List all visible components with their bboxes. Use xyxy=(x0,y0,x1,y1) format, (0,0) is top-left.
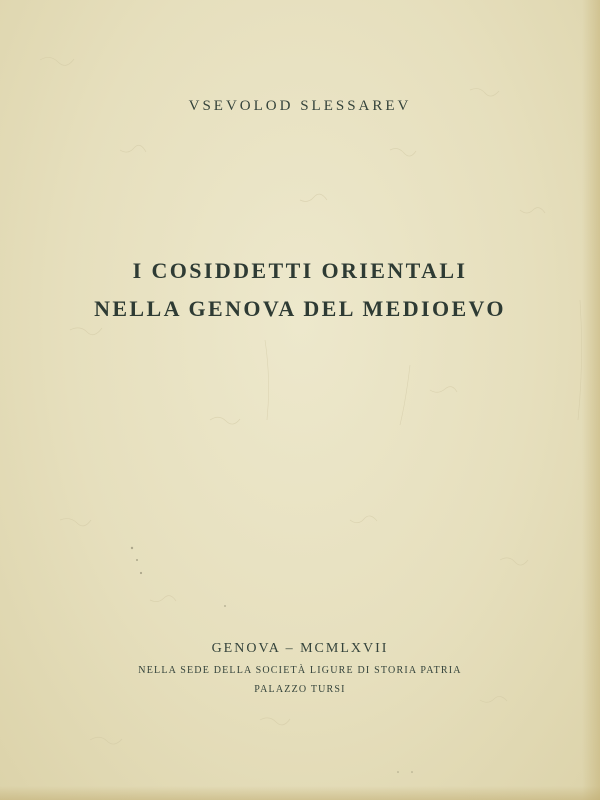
title-line-1: I COSIDDETTI ORIENTALI xyxy=(132,258,468,283)
imprint-city-year: GENOVA – MCMLXVII xyxy=(211,641,389,656)
book-title xyxy=(0,252,600,328)
publisher-imprint xyxy=(0,639,600,699)
author-name: VSEVOLOD SLESSAREV xyxy=(188,98,412,114)
imprint-address: PALAZZO TURSI xyxy=(254,684,346,695)
paper-edge-shadow-bottom xyxy=(0,786,600,800)
imprint-publisher: NELLA SEDE DELLA SOCIETÀ LIGURE DI STORIA PATRIA xyxy=(138,665,462,676)
title-line-2: NELLA GENOVA DEL MEDIOEVO xyxy=(94,296,506,321)
